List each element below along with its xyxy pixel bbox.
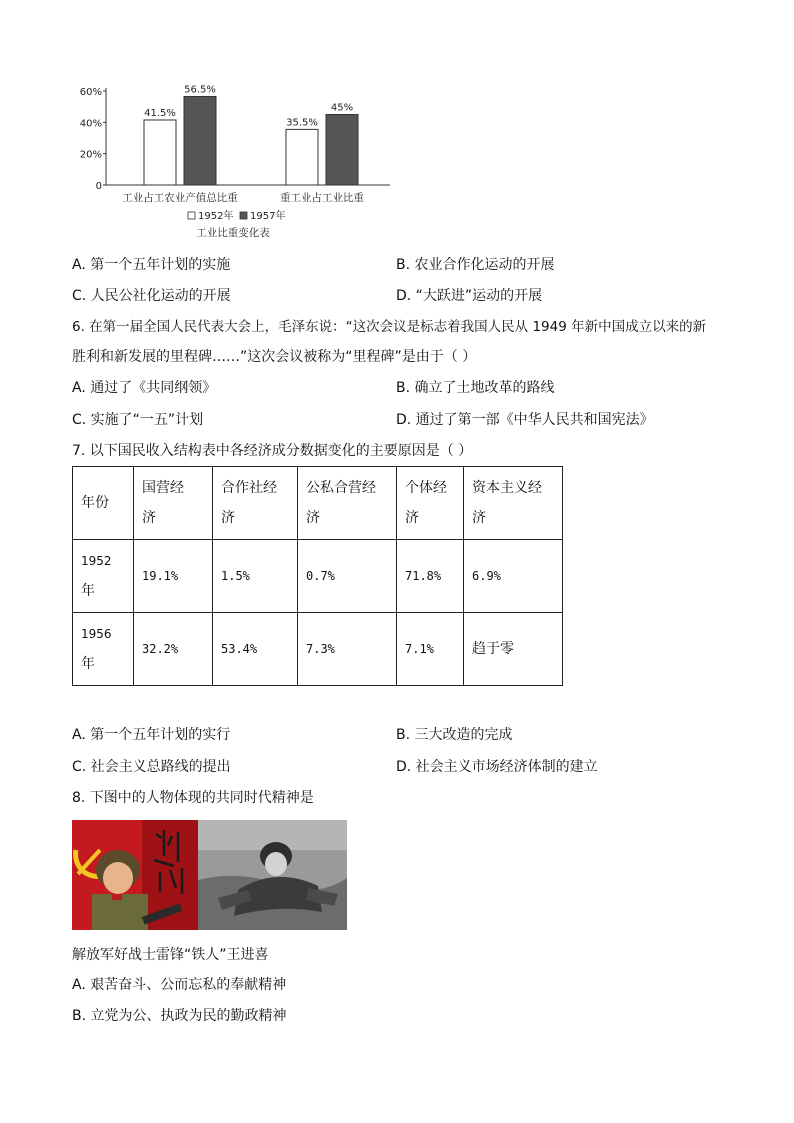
lei-feng-image-icon — [72, 820, 198, 930]
q7-option-b: B. 三大改造的完成 — [396, 727, 513, 743]
q8-caption: 解放军好战士雷锋“铁人”王进喜 — [72, 947, 269, 963]
y-tick-label: 0 — [95, 181, 102, 192]
q6-option-d: D. 通过了第一部《中华人民共和国宪法》 — [396, 412, 654, 428]
bar — [286, 129, 318, 185]
q6-stem-line2: 胜利和新发展的里程碑……”这次会议被称为“里程碑”是由于（ ） — [72, 349, 477, 365]
wang-jinxi-image-icon — [198, 820, 347, 930]
bar-value-label: 35.5% — [286, 117, 318, 129]
header-capitalist — [464, 467, 563, 540]
chart-title: 工业比重变化表 — [196, 227, 270, 239]
year-text: 1956 — [81, 627, 112, 641]
header-state — [134, 467, 213, 540]
q6-option-a: A. 通过了《共同纲领》 — [72, 380, 217, 396]
q6-stem-line1: 6. 在第一届全国人民代表大会上，毛泽东说：“这次会议是标志着我国人民从 1949 年新中国成立以来的新 — [72, 319, 707, 335]
q7-option-d: D. 社会主义市场经济体制的建立 — [396, 759, 598, 775]
q8-option-a: A. 艰苦奋斗、公而忘私的奉献精神 — [72, 977, 287, 993]
y-tick-label: 20% — [79, 149, 102, 161]
table-cell: 7.3% — [298, 613, 397, 686]
q7-option-a: A. 第一个五年计划的实行 — [72, 727, 231, 743]
header-joint — [298, 467, 397, 540]
lei-feng-photo — [72, 820, 198, 930]
header-text: 年份 — [81, 495, 109, 511]
q6-option-b: B. 确立了土地改革的路线 — [396, 380, 555, 396]
chart-svg — [76, 78, 396, 248]
cell-year — [73, 540, 134, 613]
table-cell: 趋于零 — [464, 613, 563, 686]
q5-option-d: D. “大跃进”运动的开展 — [396, 288, 543, 304]
legend-swatch — [240, 212, 247, 219]
q7-stem: 7. 以下国民收入结构表中各经济成分数据变化的主要原因是（ ） — [72, 443, 473, 459]
year-text: 年 — [81, 583, 95, 599]
y-tick-label: 60% — [79, 87, 102, 98]
table-cell: 7.1% — [397, 613, 464, 686]
table-cell: 19.1% — [134, 540, 213, 613]
year-text: 年 — [81, 656, 95, 672]
header-year — [73, 467, 134, 540]
bar — [326, 115, 358, 186]
table-cell: 53.4% — [213, 613, 298, 686]
year-text: 1952 — [81, 554, 112, 568]
q8-option-b: B. 立党为公、执政为民的勤政精神 — [72, 1008, 287, 1024]
cell-year — [73, 613, 134, 686]
header-text: 合作社经 — [221, 480, 277, 496]
x-category-label: 工业占工农业产值总比重 — [122, 192, 238, 204]
q5-option-c: C. 人民公社化运动的开展 — [72, 288, 231, 304]
legend-swatch — [188, 212, 195, 219]
q8-stem: 8. 下图中的人物体现的共同时代精神是 — [72, 790, 314, 806]
legend-label: 1957年 — [250, 211, 286, 222]
income-structure-table — [72, 466, 563, 686]
q5-option-b: B. 农业合作化运动的开展 — [396, 257, 555, 273]
table-cell: 71.8% — [397, 540, 464, 613]
legend-label: 1952年 — [198, 211, 234, 222]
header-text: 个体经 — [405, 480, 447, 496]
bar — [144, 120, 176, 185]
table-row — [73, 540, 563, 613]
table-header-row — [73, 467, 563, 540]
header-text: 公私合营经 — [306, 480, 376, 496]
header-coop — [213, 467, 298, 540]
table-cell: 6.9% — [464, 540, 563, 613]
table-row — [73, 613, 563, 686]
wang-jinxi-photo — [198, 820, 347, 930]
q5-option-a: A. 第一个五年计划的实施 — [72, 257, 231, 273]
table-cell: 0.7% — [298, 540, 397, 613]
header-text: 济 — [405, 510, 419, 526]
q6-option-c: C. 实施了“一五”计划 — [72, 412, 204, 428]
y-tick-label: 40% — [79, 118, 102, 130]
table-cell: 1.5% — [213, 540, 298, 613]
header-text: 济 — [221, 510, 235, 526]
header-text: 济 — [142, 510, 156, 526]
header-text: 济 — [306, 510, 320, 526]
industry-ratio-chart — [76, 78, 396, 248]
table-cell: 32.2% — [134, 613, 213, 686]
bar-value-label: 45% — [330, 102, 354, 114]
bar-value-label: 41.5% — [144, 107, 176, 119]
header-individual — [397, 467, 464, 540]
header-text: 国营经 — [142, 480, 184, 496]
header-text: 资本主义经 — [472, 480, 542, 496]
q7-option-c: C. 社会主义总路线的提出 — [72, 759, 231, 775]
bar — [184, 96, 216, 185]
header-text: 济 — [472, 510, 486, 526]
bar-value-label: 56.5% — [184, 84, 216, 96]
x-category-label: 重工业占工业比重 — [280, 192, 364, 204]
